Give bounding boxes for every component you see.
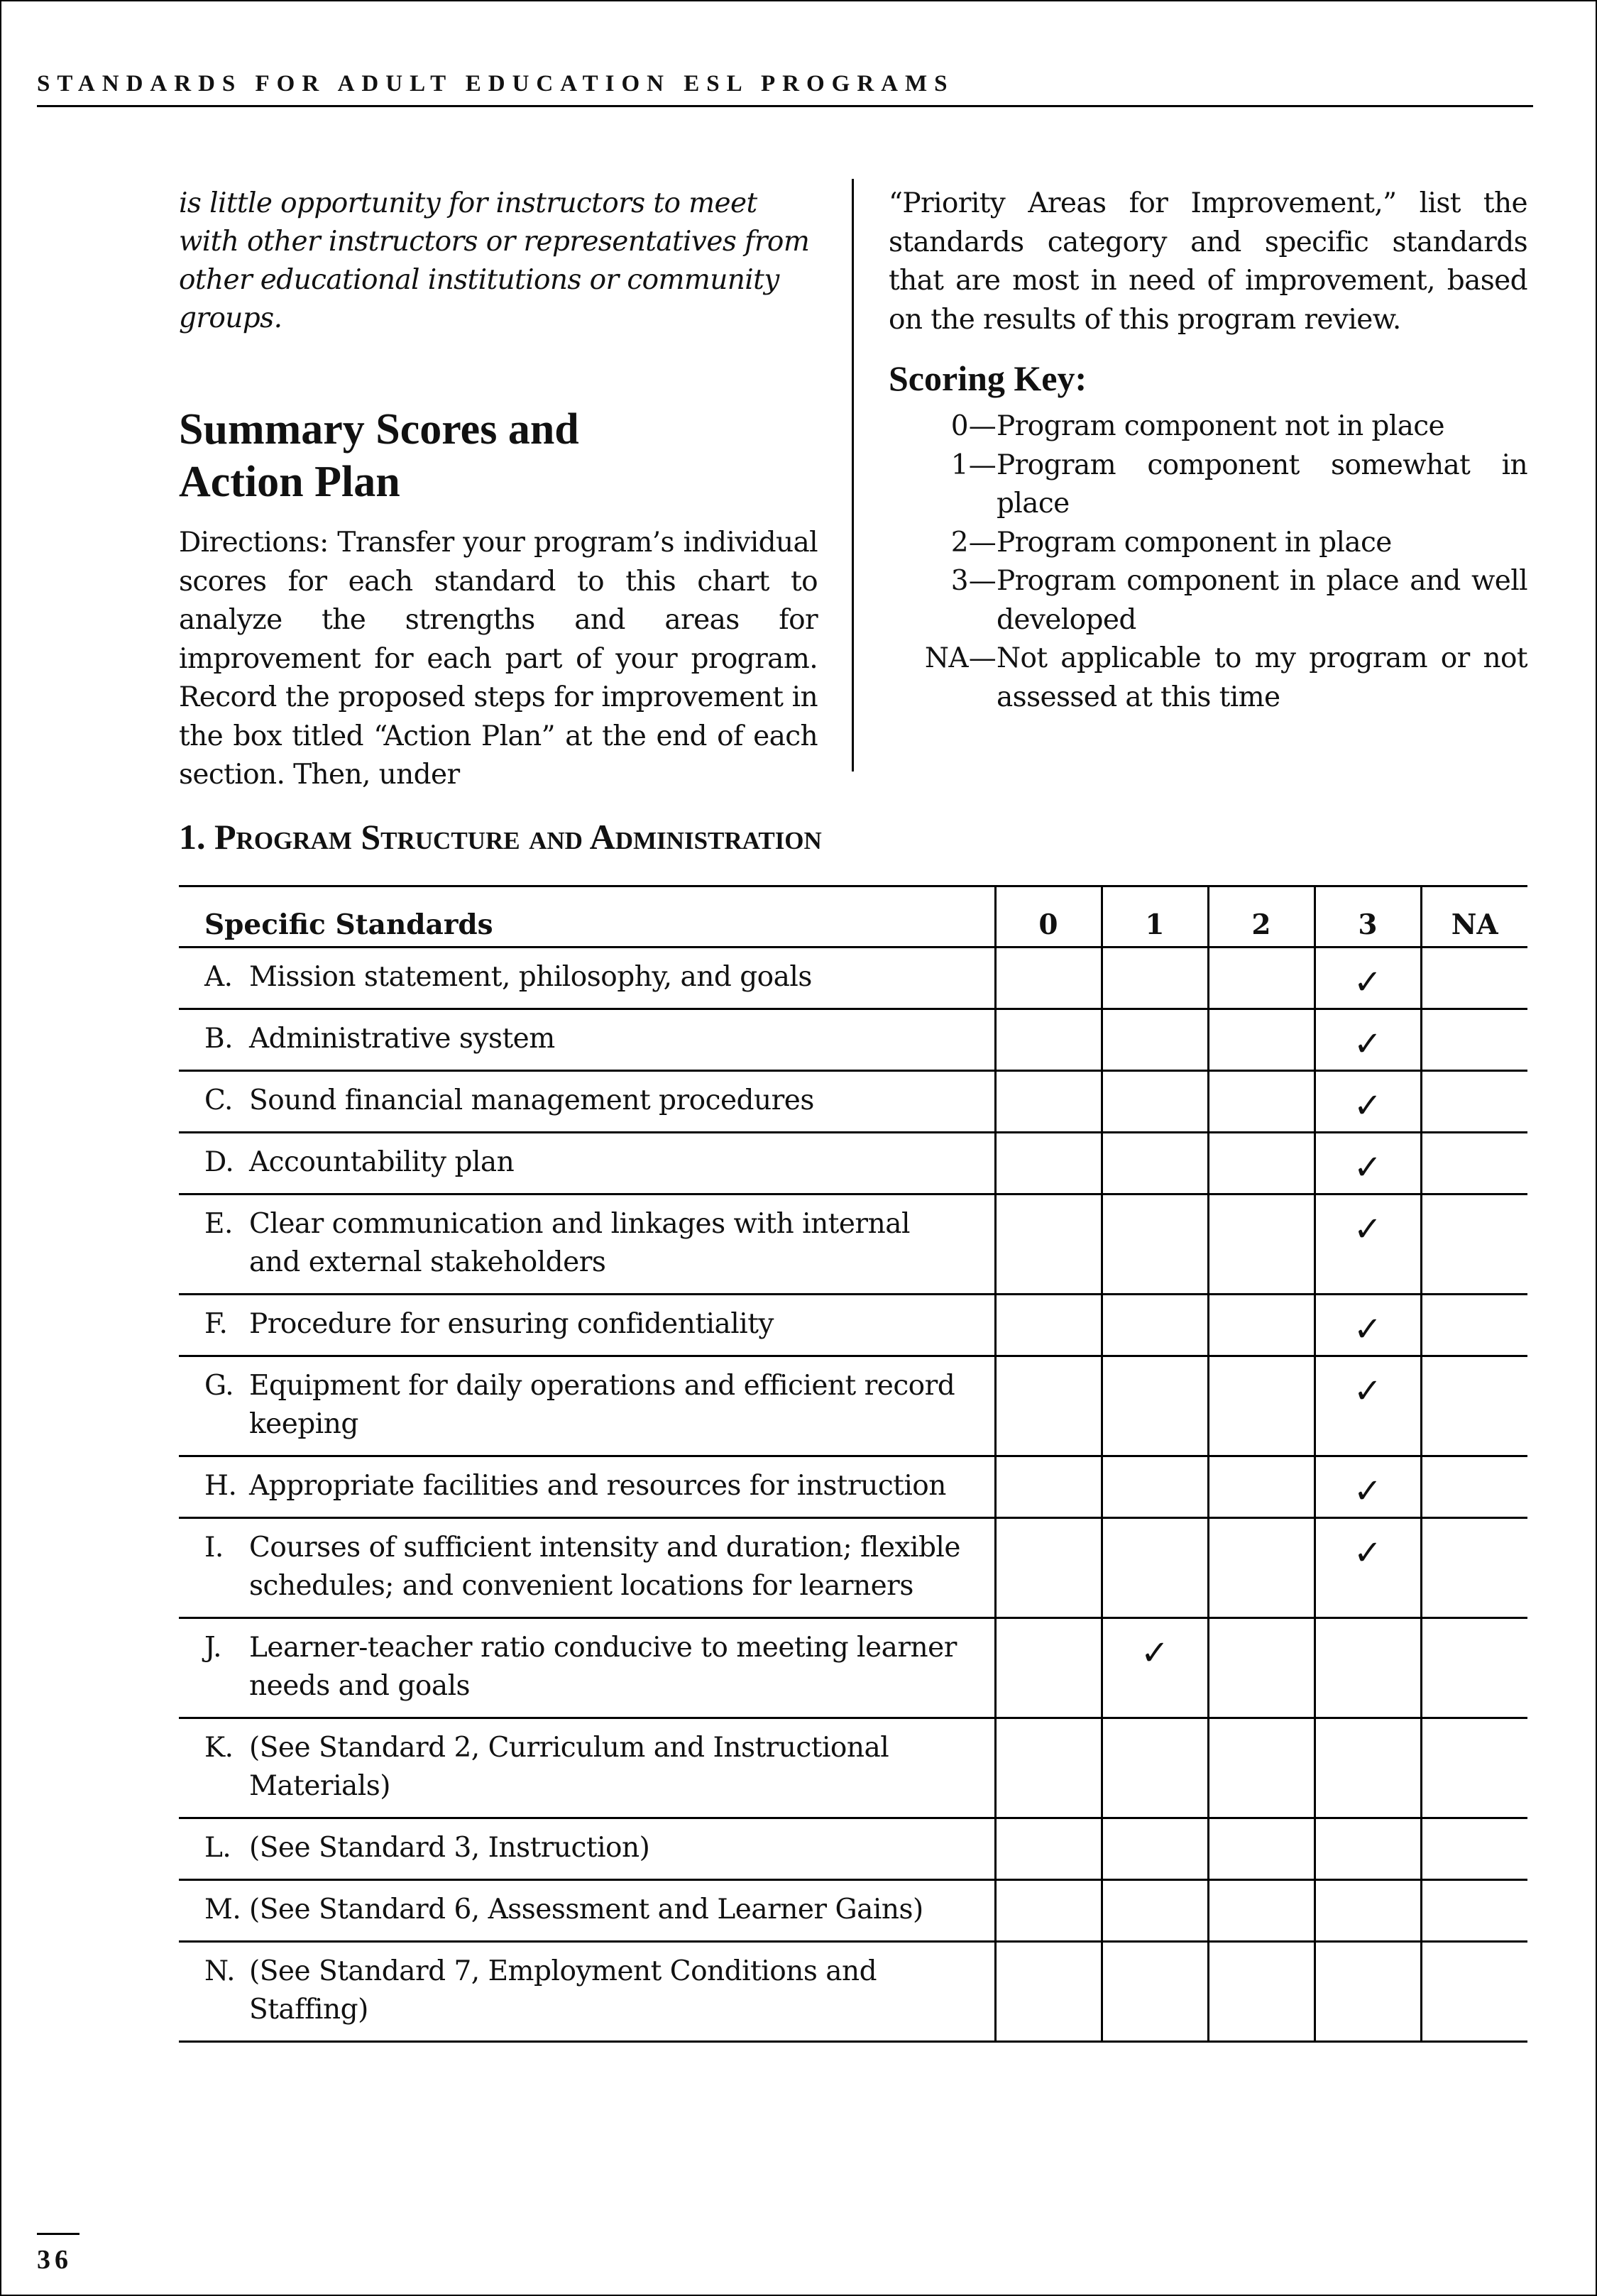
score-cell-2: [1208, 1880, 1315, 1942]
score-cell-na: [1421, 1818, 1527, 1880]
standard-letter: G.: [204, 1370, 234, 1402]
score-cell-3: [1315, 1942, 1421, 2042]
score-cell-0: [995, 1880, 1102, 1942]
standard-text: Administrative system: [249, 1023, 555, 1055]
score-cell-1: [1102, 1356, 1208, 1456]
score-cell-3: [1315, 1009, 1421, 1071]
scoring-key-item: [889, 524, 1527, 563]
score-cell-2: [1208, 1942, 1315, 2042]
standards-table: [179, 885, 1527, 2043]
score-cell-2: [1208, 1009, 1315, 1071]
standard-row: [179, 1518, 1527, 1618]
scoring-key-item: [889, 446, 1527, 524]
score-cell-1: [1102, 1194, 1208, 1295]
score-cell-1: [1102, 1818, 1208, 1880]
score-cell-0: [995, 1718, 1102, 1818]
scoring-key-dash: —: [968, 642, 997, 674]
score-cell-1: [1102, 1880, 1208, 1942]
score-cell-2: [1208, 1295, 1315, 1356]
standard-text: (See Standard 3, Instruction): [249, 1832, 650, 1864]
section-title-line-1: Summary Scores and: [179, 405, 579, 454]
score-cell-3: [1315, 1133, 1421, 1194]
score-cell-3: [1315, 1518, 1421, 1618]
standard-cell: [179, 1194, 995, 1295]
score-cell-na: [1421, 1133, 1527, 1194]
standard-text: Procedure for ensuring confidentiality: [249, 1308, 774, 1340]
score-cell-1: [1102, 1295, 1208, 1356]
score-cell-na: [1421, 947, 1527, 1009]
standard-letter: J.: [204, 1632, 222, 1664]
score-cell-2: [1208, 1356, 1315, 1456]
score-cell-1: [1102, 1942, 1208, 2042]
scoring-key-list: [889, 407, 1527, 717]
table-header-row: [179, 886, 1527, 947]
standard-cell: [179, 1942, 995, 2042]
scoring-key-code: 0: [950, 410, 968, 442]
scoring-key-text: Program component in place: [997, 526, 1392, 559]
specific-standards-header: Specific Standards: [204, 908, 493, 941]
scoring-key-text: Program component not in place: [997, 410, 1445, 442]
standard-row: [179, 947, 1527, 1009]
score-cell-na: [1421, 1009, 1527, 1071]
standard-cell: [179, 1618, 995, 1718]
score-cell-1: [1102, 1718, 1208, 1818]
standard-cell: [179, 1071, 995, 1133]
standard-cell: [179, 1880, 995, 1942]
score-cell-3: [1315, 1818, 1421, 1880]
check-mark-icon: ✓: [1353, 1209, 1383, 1249]
standard-text: Accountability plan: [249, 1146, 515, 1178]
score-cell-0: [995, 1356, 1102, 1456]
section-title-line-2: Action Plan: [179, 458, 400, 506]
standard-cell: [179, 1133, 995, 1194]
right-column: [889, 185, 1527, 717]
scoring-key-title: Scoring Key:: [889, 358, 1087, 398]
standard-letter: K.: [204, 1732, 234, 1764]
check-mark-icon: ✓: [1353, 1309, 1383, 1349]
table-title: Program Structure and Administration: [214, 817, 822, 857]
scoring-key-text: Program component somewhat in place: [997, 449, 1527, 520]
standard-text: Equipment for daily operations and efficient record keeping: [249, 1370, 955, 1440]
check-mark-icon: ✓: [1353, 1471, 1383, 1511]
footer-rule: [37, 2233, 79, 2235]
standard-letter: N.: [204, 1955, 236, 1987]
scoring-key-code: 2: [950, 526, 968, 559]
check-mark-icon: ✓: [1353, 1533, 1383, 1573]
check-mark-icon: ✓: [1353, 962, 1383, 1002]
score-cell-na: [1421, 1194, 1527, 1295]
check-mark-icon: ✓: [1353, 1371, 1383, 1411]
scoring-key-code: NA: [924, 642, 968, 674]
score-cell-0: [995, 947, 1102, 1009]
score-header-3: 3: [1315, 886, 1421, 947]
score-cell-3: [1315, 1618, 1421, 1718]
score-cell-0: [995, 1942, 1102, 2042]
standard-letter: C.: [204, 1084, 233, 1116]
scoring-key-dash: —: [968, 526, 997, 559]
standard-text: Courses of sufficient intensity and duration; flexible schedules; and convenient locations for learners: [249, 1532, 960, 1602]
scoring-key-dash: —: [968, 410, 997, 442]
standard-letter: A.: [204, 961, 233, 993]
score-cell-1: [1102, 1518, 1208, 1618]
score-cell-na: [1421, 1880, 1527, 1942]
standard-row: [179, 1718, 1527, 1818]
standard-row: [179, 1295, 1527, 1356]
score-cell-1: [1102, 1071, 1208, 1133]
standard-letter: D.: [204, 1146, 234, 1178]
score-cell-na: [1421, 1618, 1527, 1718]
score-cell-3: [1315, 1295, 1421, 1356]
scoring-key-item: [889, 407, 1527, 446]
score-cell-2: [1208, 1071, 1315, 1133]
standard-text: (See Standard 2, Curriculum and Instructional Materials): [249, 1732, 889, 1802]
scoring-key-dash: —: [968, 565, 997, 597]
standard-cell: [179, 1456, 995, 1518]
score-cell-na: [1421, 1456, 1527, 1518]
score-cell-3: [1315, 1356, 1421, 1456]
scoring-key-code: 1: [950, 449, 968, 481]
score-cell-2: [1208, 1518, 1315, 1618]
standard-letter: L.: [204, 1832, 231, 1864]
check-mark-icon: ✓: [1353, 1024, 1383, 1064]
standard-cell: [179, 1718, 995, 1818]
standard-text: (See Standard 7, Employment Conditions and Staffing): [249, 1955, 877, 2026]
score-cell-na: [1421, 1942, 1527, 2042]
standard-text: Clear communication and linkages with internal and external stakeholders: [249, 1208, 910, 1278]
score-cell-0: [995, 1009, 1102, 1071]
score-cell-3: [1315, 1718, 1421, 1818]
score-cell-0: [995, 1456, 1102, 1518]
scoring-key-item: [889, 562, 1527, 639]
standard-cell: [179, 1009, 995, 1071]
score-header-na: NA: [1421, 886, 1527, 947]
score-cell-1: [1102, 1133, 1208, 1194]
standard-letter: B.: [204, 1023, 234, 1055]
scoring-key-item: [889, 639, 1527, 717]
table-number: 1.: [179, 817, 206, 857]
score-cell-1: [1102, 1456, 1208, 1518]
score-cell-3: [1315, 1880, 1421, 1942]
score-cell-2: [1208, 1718, 1315, 1818]
check-mark-icon: ✓: [1353, 1148, 1383, 1187]
score-cell-0: [995, 1071, 1102, 1133]
score-cell-2: [1208, 1818, 1315, 1880]
score-cell-3: [1315, 947, 1421, 1009]
standard-text: Appropriate facilities and resources for instruction: [249, 1470, 946, 1502]
score-cell-na: [1421, 1356, 1527, 1456]
standard-row: [179, 1194, 1527, 1295]
standard-letter: E.: [204, 1208, 233, 1240]
priority-areas-paragraph: “Priority Areas for Improvement,” list the standards category and specific standards that are most in need of improvement, based on the results of this program review.: [889, 187, 1527, 336]
score-cell-1: [1102, 947, 1208, 1009]
score-cell-0: [995, 1818, 1102, 1880]
score-cell-na: [1421, 1295, 1527, 1356]
score-cell-na: [1421, 1071, 1527, 1133]
standard-cell: [179, 947, 995, 1009]
score-cell-0: [995, 1518, 1102, 1618]
score-header-2: 2: [1208, 886, 1315, 947]
table-heading: [179, 812, 822, 862]
standard-text: Mission statement, philosophy, and goals: [249, 961, 812, 993]
score-cell-3: [1315, 1456, 1421, 1518]
score-cell-0: [995, 1618, 1102, 1718]
score-cell-0: [995, 1133, 1102, 1194]
directions-paragraph: Directions: Transfer your program’s individual scores for each standard to this chart to analyze the strengths and areas for improvement for each part of your program. Record the proposed steps for improvement in the box titled “Action Plan” at the end of each section. Then, under: [179, 527, 818, 791]
standard-text: Learner-teacher ratio conducive to meeting learner needs and goals: [249, 1632, 957, 1702]
check-mark-icon: ✓: [1353, 1086, 1383, 1126]
standard-text: Sound financial management procedures: [249, 1084, 814, 1116]
running-head: STANDARDS FOR ADULT EDUCATION ESL PROGRAMS: [37, 70, 1533, 107]
standard-row: [179, 1818, 1527, 1880]
section-title: [179, 403, 818, 508]
score-cell-2: [1208, 1456, 1315, 1518]
standard-cell: [179, 1818, 995, 1880]
standard-cell: [179, 1518, 995, 1618]
standard-letter: F.: [204, 1308, 228, 1340]
scoring-key-text: Not applicable to my program or not assessed at this time: [997, 642, 1527, 713]
score-cell-0: [995, 1295, 1102, 1356]
standard-cell: [179, 1356, 995, 1456]
standard-row: [179, 1009, 1527, 1071]
standard-row: [179, 1071, 1527, 1133]
score-cell-2: [1208, 1133, 1315, 1194]
column-divider: [852, 179, 854, 771]
score-cell-2: [1208, 947, 1315, 1009]
score-cell-1: [1102, 1009, 1208, 1071]
score-cell-3: [1315, 1194, 1421, 1295]
score-cell-3: [1315, 1071, 1421, 1133]
standard-row: [179, 1880, 1527, 1942]
standard-cell: [179, 1295, 995, 1356]
standard-letter: I.: [204, 1532, 224, 1564]
scoring-key-text: Program component in place and well developed: [997, 565, 1527, 636]
scoring-key-code: 3: [950, 565, 968, 597]
left-column: [179, 185, 818, 795]
score-header-0: 0: [995, 886, 1102, 947]
standard-text: (See Standard 6, Assessment and Learner Gains): [249, 1894, 923, 1926]
scoring-key-dash: —: [968, 449, 997, 481]
score-header-1: 1: [1102, 886, 1208, 947]
standard-row: [179, 1356, 1527, 1456]
standards-table-body: [179, 947, 1527, 2042]
page-number: 36: [37, 2245, 72, 2275]
score-cell-0: [995, 1194, 1102, 1295]
standard-letter: H.: [204, 1470, 237, 1502]
standard-row: [179, 1618, 1527, 1718]
score-cell-2: [1208, 1194, 1315, 1295]
score-cell-na: [1421, 1718, 1527, 1818]
check-mark-icon: ✓: [1140, 1633, 1170, 1673]
standard-row: [179, 1456, 1527, 1518]
score-cell-1: [1102, 1618, 1208, 1718]
score-cell-2: [1208, 1618, 1315, 1718]
intro-italic-paragraph: is little opportunity for instructors to meet with other instructors or representatives from other educational institutions or community groups.: [179, 187, 810, 334]
standard-row: [179, 1133, 1527, 1194]
standard-letter: M.: [204, 1894, 241, 1926]
standard-row: [179, 1942, 1527, 2042]
score-cell-na: [1421, 1518, 1527, 1618]
